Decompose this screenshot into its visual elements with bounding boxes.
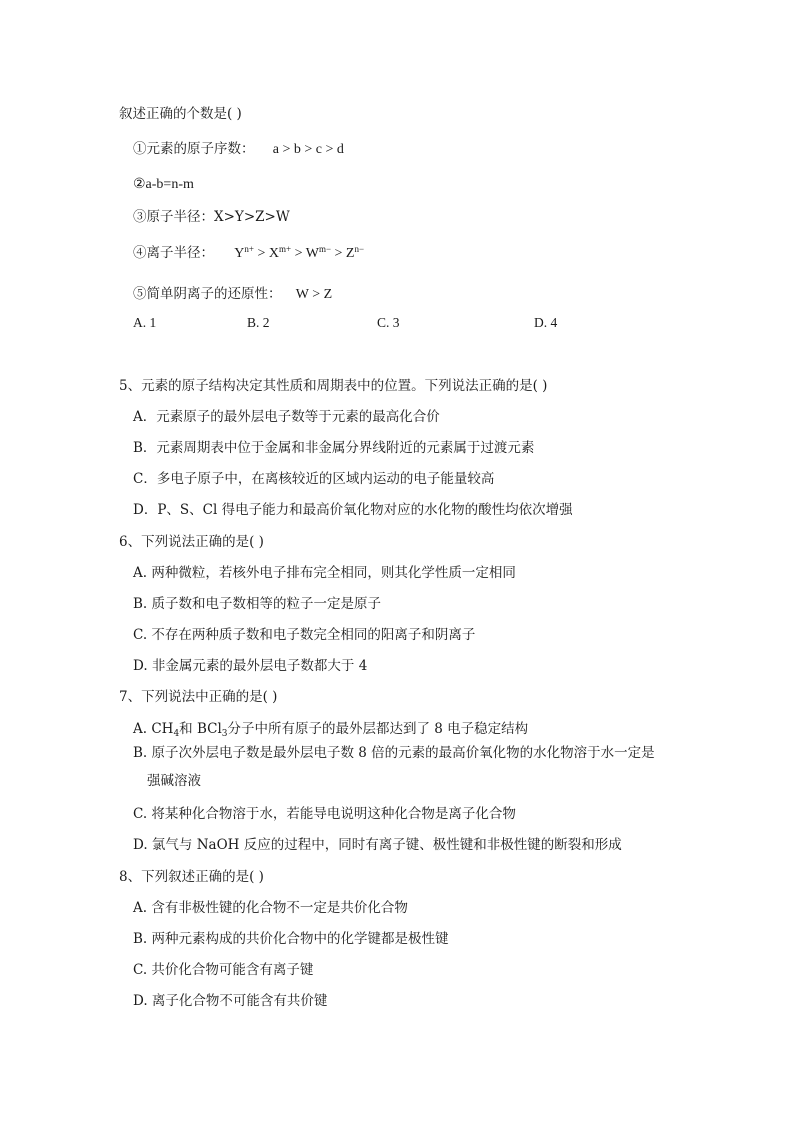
ion-w-charge: m− — [318, 244, 332, 254]
ion-y: Y — [234, 246, 245, 261]
q7-a-rest: 分子中所有原子的最外层都达到了 8 电子稳定结构 — [227, 721, 529, 737]
q8-option-a: A. 含有非极性键的化合物不一定是共价化合物 — [133, 900, 408, 916]
q8-option-c: C. 共价化合物可能含有离子键 — [133, 962, 314, 978]
ion-w: > W — [291, 246, 319, 261]
statement-3: ③原子半径：X>Y>Z>W — [133, 209, 290, 225]
q6-option-a: A. 两种微粒，若核外电子排布完全相同，则其化学性质一定相同 — [133, 565, 516, 581]
intro-option-b: B. 2 — [247, 315, 270, 330]
q7-option-d: D. 氯气与 NaOH 反应的过程中，同时有离子键、极性键和非极性键的断裂和形成 — [133, 837, 622, 853]
statement-5-math: W > Z — [295, 287, 333, 302]
statement-1 — [133, 140, 344, 159]
q5-stem: 5、元素的原子结构决定其性质和周期表中的位置。下列说法正确的是( ) — [119, 378, 548, 394]
q6-option-c: C. 不存在两种质子数和电子数完全相同的阳离子和阴离子 — [133, 627, 476, 643]
q7-a-mid: 和 BCl — [179, 721, 222, 737]
q5-option-d: D．P、S、Cl 得电子能力和最高价氧化物对应的水化物的酸性均依次增强 — [133, 502, 573, 518]
q8-option-d: D. 离子化合物不可能含有共价键 — [133, 993, 328, 1009]
statement-1-label: ①元素的原子序数： — [133, 141, 255, 157]
statement-4-math — [234, 246, 364, 261]
statement-5-label: ⑤简单阴离子的还原性： — [133, 286, 282, 302]
intro-stem: 叙述正确的个数是( ) — [119, 106, 242, 122]
intro-option-a: A. 1 — [133, 315, 157, 330]
statement-5 — [133, 285, 332, 304]
statement-4 — [133, 244, 364, 263]
q5-option-c: C．多电子原子中，在离核较近的区域内运动的电子能量较高 — [133, 471, 495, 487]
q6-stem: 6、下列说法正确的是( ) — [119, 534, 264, 550]
q5-option-a: A．元素原子的最外层电子数等于元素的最高化合价 — [133, 409, 440, 425]
q7-a-sub-3: 3 — [221, 729, 228, 739]
ion-z-charge: n− — [354, 244, 365, 254]
ion-y-charge: n+ — [244, 244, 254, 254]
q6-option-b: B. 质子数和电子数相等的粒子一定是原子 — [133, 596, 382, 612]
ion-x: > X — [254, 246, 280, 261]
q7-a-prefix: A. CH — [133, 721, 174, 737]
intro-option-d: D. 4 — [534, 315, 558, 330]
ion-x-charge: m+ — [279, 244, 292, 254]
q7-option-b: B. 原子次外层电子数是最外层电子数 8 倍的元素的最高价氧化物的水化物溶于水一定是 — [133, 745, 655, 761]
ion-z: > Z — [331, 246, 355, 261]
q8-stem: 8、下列叙述正确的是( ) — [119, 869, 264, 885]
q7-a-sub-4: 4 — [173, 729, 180, 739]
statement-2: ②a-b=n-m — [133, 177, 194, 192]
q8-option-b: B. 两种元素构成的共价化合物中的化学键都是极性键 — [133, 931, 449, 947]
statement-4-label: ④离子半径： — [133, 245, 214, 261]
q7-option-a — [133, 720, 528, 738]
q7-option-b-continued: 强碱溶液 — [147, 773, 201, 789]
statement-1-math: a > b > c > d — [272, 142, 344, 157]
q7-stem: 7、下列说法中正确的是( ) — [119, 689, 278, 705]
q5-option-b: B．元素周期表中位于金属和非金属分界线附近的元素属于过渡元素 — [133, 440, 535, 456]
intro-option-c: C. 3 — [377, 315, 400, 330]
q6-option-d: D. 非金属元素的最外层电子数都大于 4 — [133, 658, 368, 674]
q7-option-c: C. 将某种化合物溶于水，若能导电说明这种化合物是离子化合物 — [133, 806, 516, 822]
